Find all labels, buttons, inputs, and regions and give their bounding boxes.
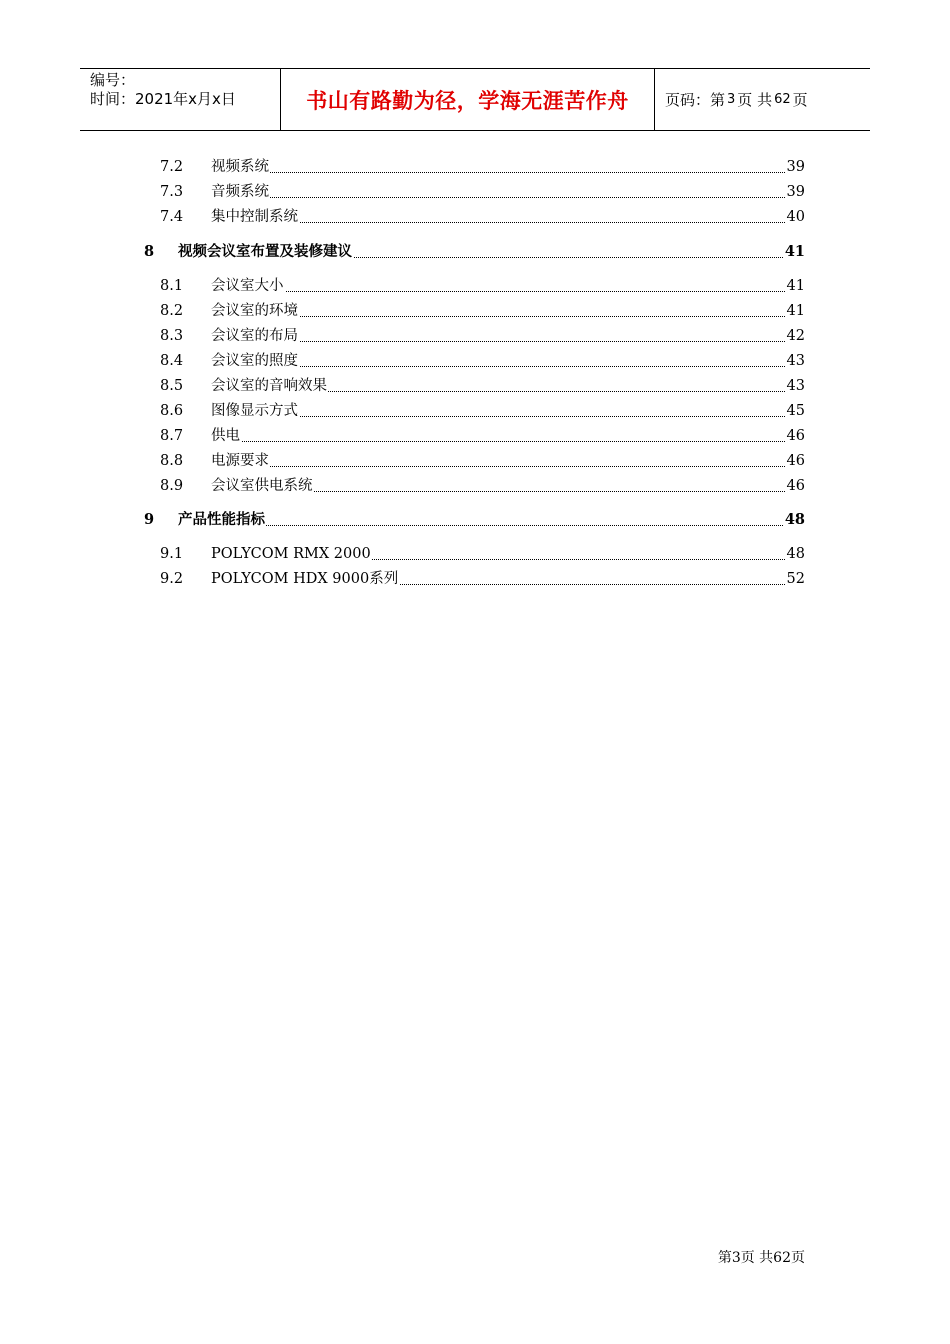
- toc-dot-leader: [211, 291, 805, 292]
- toc-entry-number: 8: [144, 243, 155, 260]
- toc-entry-page: 41: [786, 275, 805, 297]
- toc-entry-title: 会议室大小: [211, 275, 285, 297]
- toc-entry[interactable]: [0, 400, 950, 422]
- toc-entry-title: 电源要求: [211, 450, 270, 472]
- document-number-label: 编号：: [90, 71, 136, 89]
- toc-entry-page: 40: [786, 206, 805, 228]
- toc-entry-page: 46: [786, 425, 805, 447]
- toc-entry-title: 会议室的布局: [211, 325, 299, 347]
- toc-dot-leader: [211, 366, 805, 367]
- toc-entry-title: 集中控制系统: [211, 206, 299, 228]
- toc-entry-title: POLYCOM HDX 9000系列: [211, 568, 399, 590]
- toc-entry-page: 43: [786, 375, 805, 397]
- page-header: [80, 68, 870, 131]
- toc-entry[interactable]: [0, 450, 950, 472]
- toc-entry-title: 会议室供电系统: [211, 475, 314, 497]
- toc-entry-number: 8.8: [160, 453, 184, 469]
- toc-entry[interactable]: [0, 568, 950, 590]
- toc-entry-number: 9.2: [160, 571, 184, 587]
- toc-entry[interactable]: [0, 425, 950, 447]
- toc-entry-page: 41: [784, 241, 805, 263]
- toc-entry-page: 48: [786, 543, 805, 565]
- toc-entry[interactable]: [0, 206, 950, 228]
- toc-entry-page: 46: [786, 475, 805, 497]
- toc-entry-title: 音频系统: [211, 181, 270, 203]
- toc-entry-title: 视频会议室布置及装修建议: [178, 241, 353, 263]
- toc-dot-leader: [211, 441, 805, 442]
- toc-entry[interactable]: [0, 325, 950, 347]
- toc-dot-leader: [211, 197, 805, 198]
- toc-dot-leader: [211, 222, 805, 223]
- toc-entry[interactable]: [0, 543, 950, 565]
- toc-entry-title: 会议室的环境: [211, 300, 299, 322]
- toc-entry[interactable]: [0, 509, 950, 531]
- toc-entry-title: 图像显示方式: [211, 400, 299, 422]
- toc-entry-title: 会议室的照度: [211, 350, 299, 372]
- toc-entry-page: 46: [786, 450, 805, 472]
- document-time-label: 时间：2021年x月x日: [90, 90, 236, 108]
- page-current: 3: [727, 92, 736, 107]
- toc-entry-title: POLYCOM RMX 2000: [211, 543, 372, 565]
- toc-entry-number: 9: [144, 511, 155, 528]
- toc-entry-number: 8.6: [160, 403, 184, 419]
- page-mid: 页 共: [737, 91, 773, 109]
- toc-entry-page: 43: [786, 350, 805, 372]
- toc-dot-leader: [211, 466, 805, 467]
- toc-entry-number: 8.3: [160, 328, 184, 344]
- toc-entry-page: 52: [786, 568, 805, 590]
- page-prefix: 页码：第: [665, 91, 726, 109]
- toc-entry-page: 39: [786, 156, 805, 178]
- header-page-info: [655, 69, 870, 130]
- toc-entry[interactable]: [0, 350, 950, 372]
- toc-entry-page: 42: [786, 325, 805, 347]
- toc-entry-page: 41: [786, 300, 805, 322]
- toc-entry-number: 8.1: [160, 278, 184, 294]
- toc-entry-page: 45: [786, 400, 805, 422]
- toc-entry-number: 7.4: [160, 209, 184, 225]
- toc-entry-title: 视频系统: [211, 156, 270, 178]
- header-meta: [80, 69, 281, 130]
- toc-entry[interactable]: [0, 300, 950, 322]
- toc-entry-number: 8.2: [160, 303, 184, 319]
- toc-dot-leader: [211, 341, 805, 342]
- toc-entry[interactable]: [0, 181, 950, 203]
- header-motto: 书山有路勤为径，学海无涯苦作舟: [281, 69, 655, 130]
- toc-dot-leader: [211, 416, 805, 417]
- page-footer: 第3页 共62页: [717, 1250, 805, 1266]
- toc-entry-title: 产品性能指标: [178, 509, 266, 531]
- toc-entry-number: 8.4: [160, 353, 184, 369]
- toc-entry[interactable]: [0, 475, 950, 497]
- toc-dot-leader: [178, 525, 805, 526]
- toc-entry-title: 供电: [211, 425, 241, 447]
- toc-entry-page: 39: [786, 181, 805, 203]
- toc-dot-leader: [211, 316, 805, 317]
- toc-entry-number: 8.5: [160, 378, 184, 394]
- toc-dot-leader: [211, 172, 805, 173]
- toc-entry-number: 8.7: [160, 428, 184, 444]
- toc-entry[interactable]: [0, 241, 950, 263]
- toc-entry[interactable]: [0, 375, 950, 397]
- toc-entry-number: 7.3: [160, 184, 184, 200]
- toc-entry-number: 7.2: [160, 159, 184, 175]
- page-suffix: 页: [792, 91, 808, 109]
- toc-entry-title: 会议室的音响效果: [211, 375, 328, 397]
- toc-entry-number: 8.9: [160, 478, 184, 494]
- toc-entry[interactable]: [0, 156, 950, 178]
- page-total: 62: [774, 92, 791, 107]
- toc-entry-number: 9.1: [160, 546, 184, 562]
- toc-entry-page: 48: [784, 509, 805, 531]
- toc-entry[interactable]: [0, 275, 950, 297]
